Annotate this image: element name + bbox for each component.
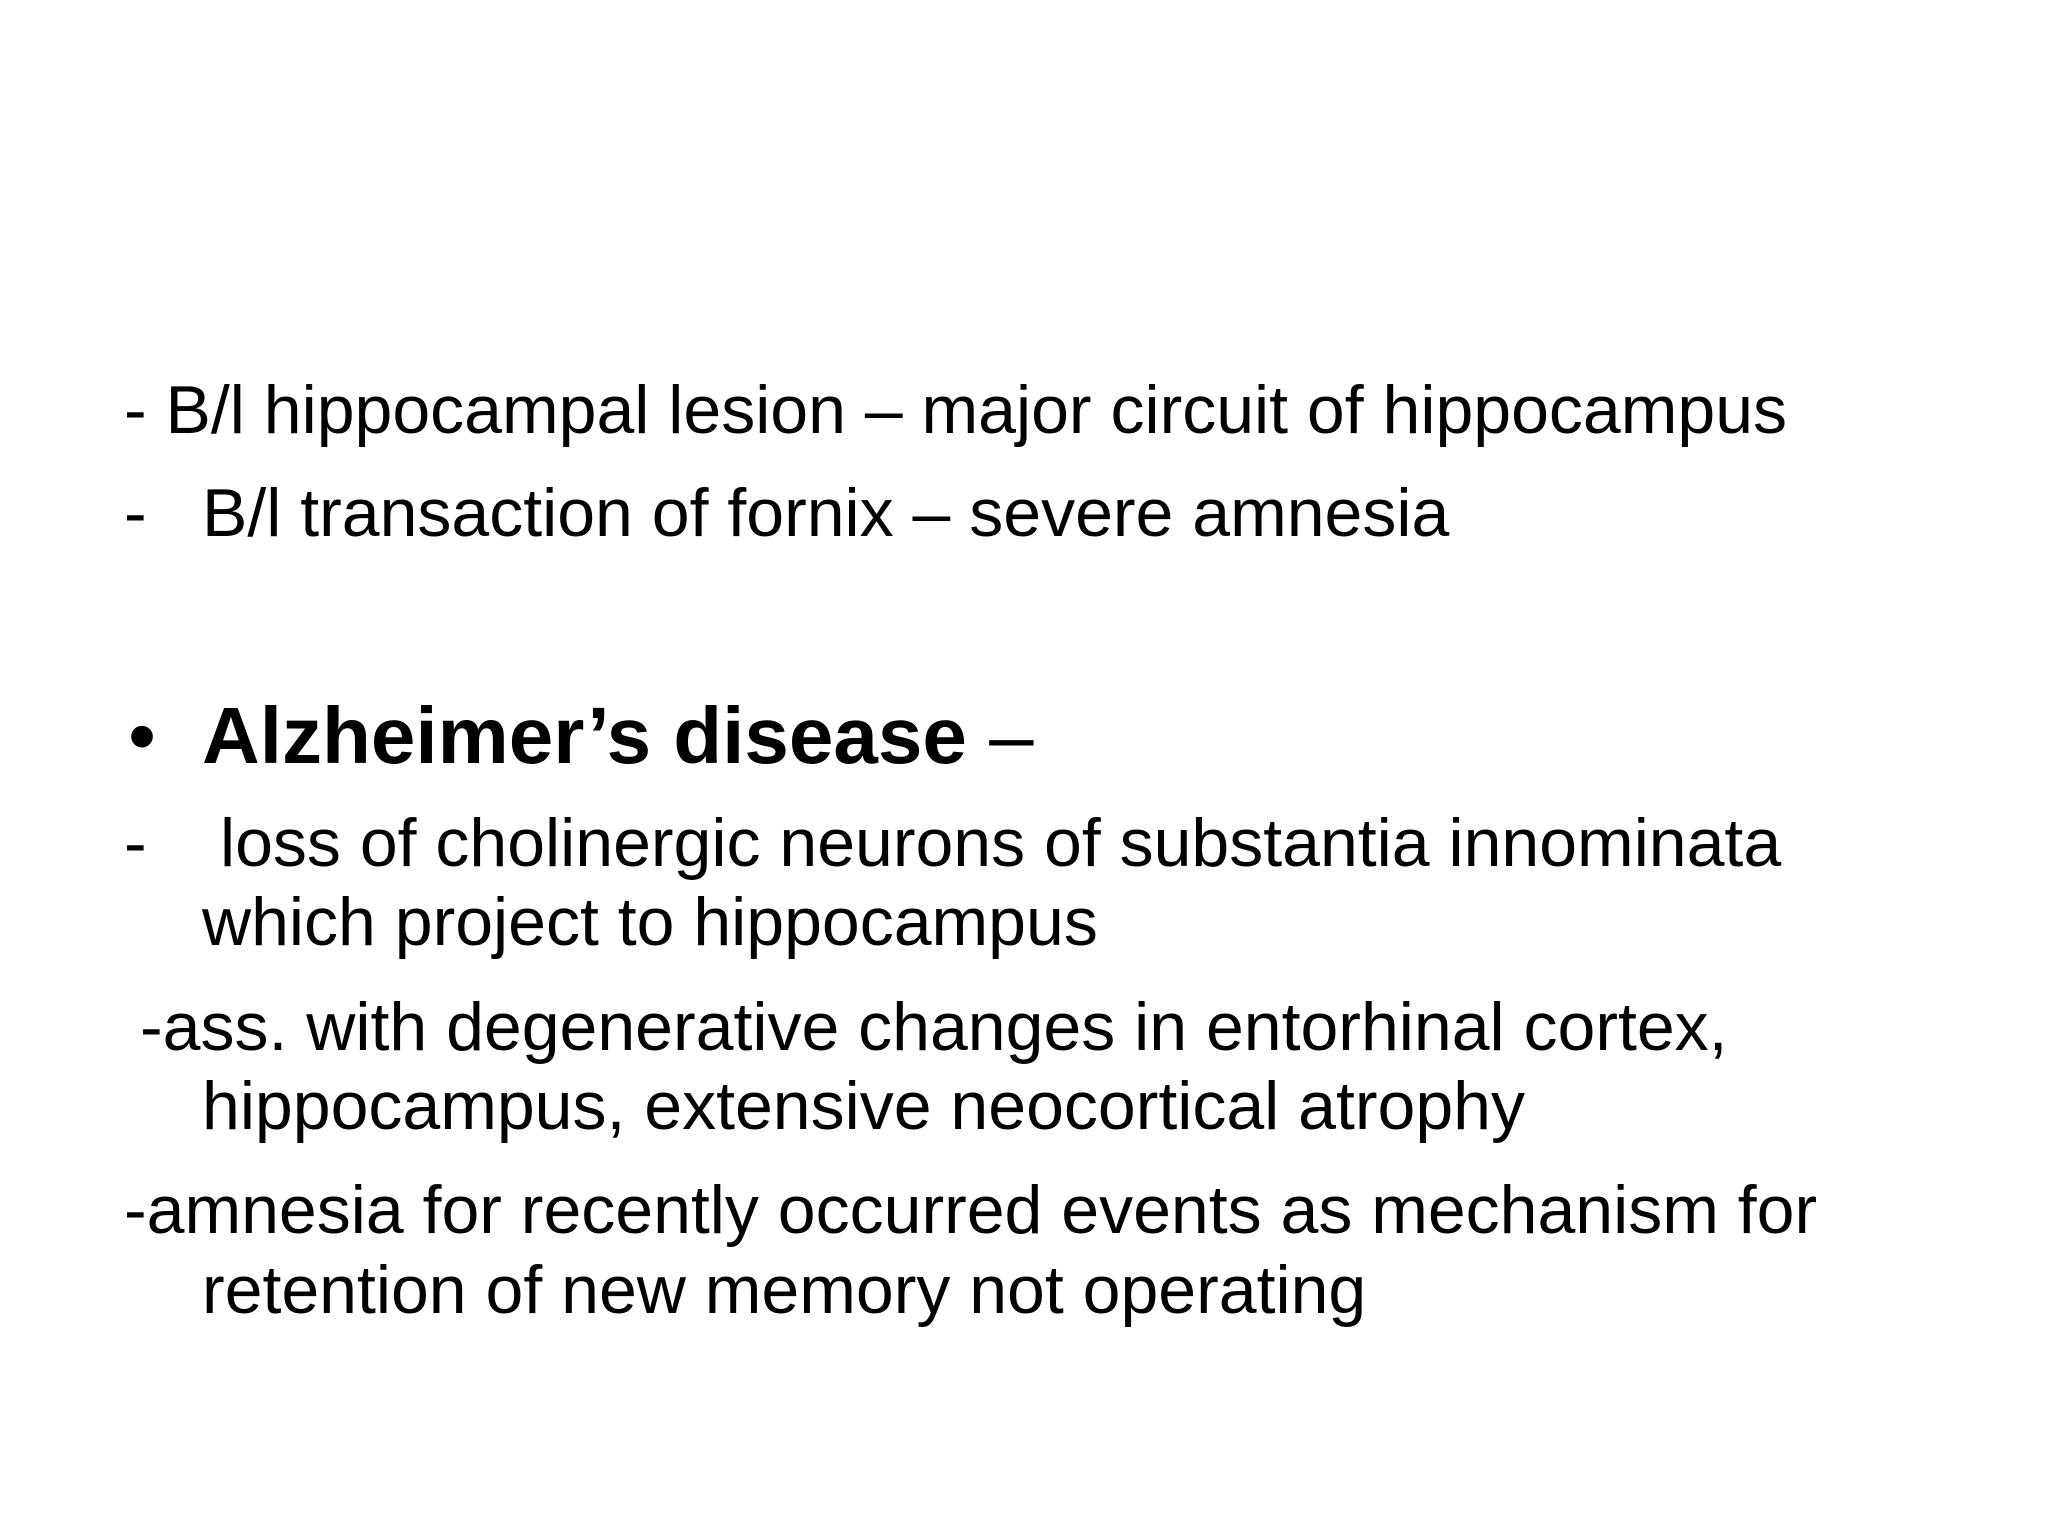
heading-alzheimers: [202, 690, 1034, 782]
text-line-fornix-transaction: [124, 473, 1450, 553]
text-line-degenerative-changes: -ass. with degenerative changes in entorhinal cortex,: [140, 989, 1728, 1065]
heading-bold-text: Alzheimer’s disease: [202, 691, 967, 780]
text-line-hippocampal-lesion: - B/l hippocampal lesion – major circuit of hippocampus: [124, 372, 1788, 448]
text-line-neocortical-atrophy: hippocampus, extensive neocortical atrophy: [202, 1068, 1525, 1144]
text-cholinergic-loss: loss of cholinergic neurons of substantia innominata: [220, 805, 1782, 881]
text-line-amnesia-recent-events: -amnesia for recently occurred events as mechanism for: [124, 1172, 1818, 1248]
text-line-project-hippocampus: which project to hippocampus: [202, 884, 1098, 960]
text-line-retention-new-memory: retention of new memory not operating: [202, 1252, 1367, 1328]
dash-marker: -: [124, 475, 147, 551]
text-line-cholinergic-loss: [124, 803, 1782, 883]
dash-marker: -: [124, 805, 147, 881]
text-fornix-transaction: B/l transaction of fornix – severe amnesia: [202, 475, 1450, 551]
bullet-icon: •: [128, 691, 157, 780]
heading-suffix: –: [966, 691, 1034, 780]
